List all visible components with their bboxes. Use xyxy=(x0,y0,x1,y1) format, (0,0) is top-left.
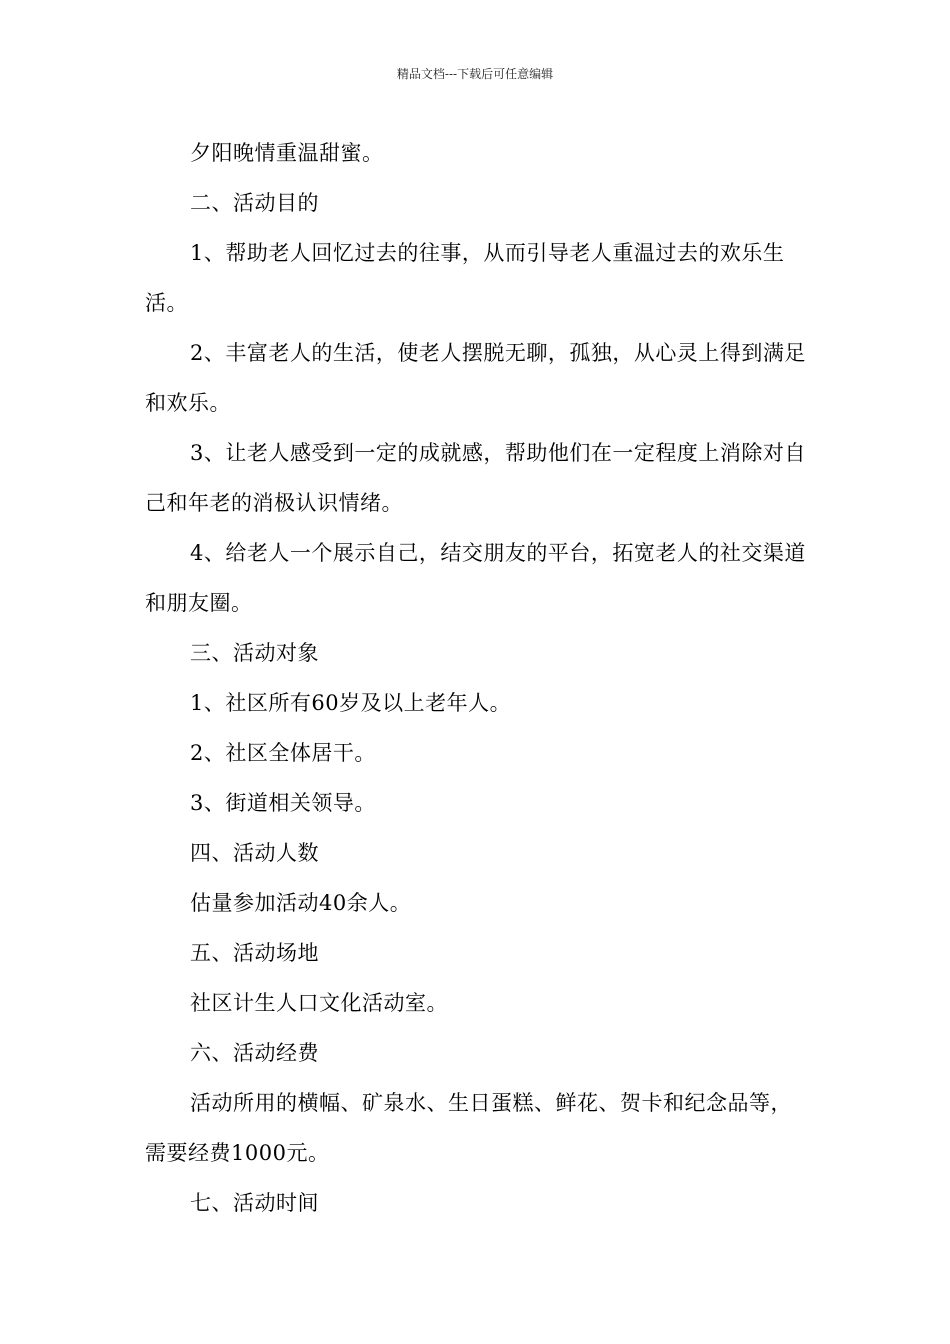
list-item: 1、社区所有60岁及以上老年人。 xyxy=(190,691,512,715)
list-item: 3、让老人感受到一定的成就感，帮助他们在一定程度上消除对自己和年老的消极认识情绪。 xyxy=(145,441,806,515)
page-header: 精品文档---下载后可任意编辑 xyxy=(396,67,554,81)
section-heading: 六、活动经费 xyxy=(190,1041,319,1065)
paragraph: 估量参加活动40余人。 xyxy=(190,891,412,915)
document-body xyxy=(145,128,810,1228)
section-heading: 四、活动人数 xyxy=(190,841,319,865)
section-heading: 五、活动场地 xyxy=(190,941,319,965)
list-item: 2、社区全体居干。 xyxy=(190,741,376,765)
section-heading: 二、活动目的 xyxy=(190,191,319,215)
paragraph: 活动所用的横幅、矿泉水、生日蛋糕、鲜花、贺卡和纪念品等，需要经费1000元。 xyxy=(145,1091,792,1165)
paragraph: 社区计生人口文化活动室。 xyxy=(190,991,448,1015)
list-item: 4、给老人一个展示自己，结交朋友的平台，拓宽老人的社交渠道和朋友圈。 xyxy=(145,541,806,615)
paragraph: 夕阳晚情重温甜蜜。 xyxy=(190,141,384,165)
list-item: 1、帮助老人回忆过去的往事，从而引导老人重温过去的欢乐生活。 xyxy=(145,241,785,315)
section-heading: 七、活动时间 xyxy=(190,1191,319,1215)
list-item: 3、街道相关领导。 xyxy=(190,791,376,815)
list-item: 2、丰富老人的生活，使老人摆脱无聊，孤独，从心灵上得到满足和欢乐。 xyxy=(145,341,806,415)
section-heading: 三、活动对象 xyxy=(190,641,319,665)
